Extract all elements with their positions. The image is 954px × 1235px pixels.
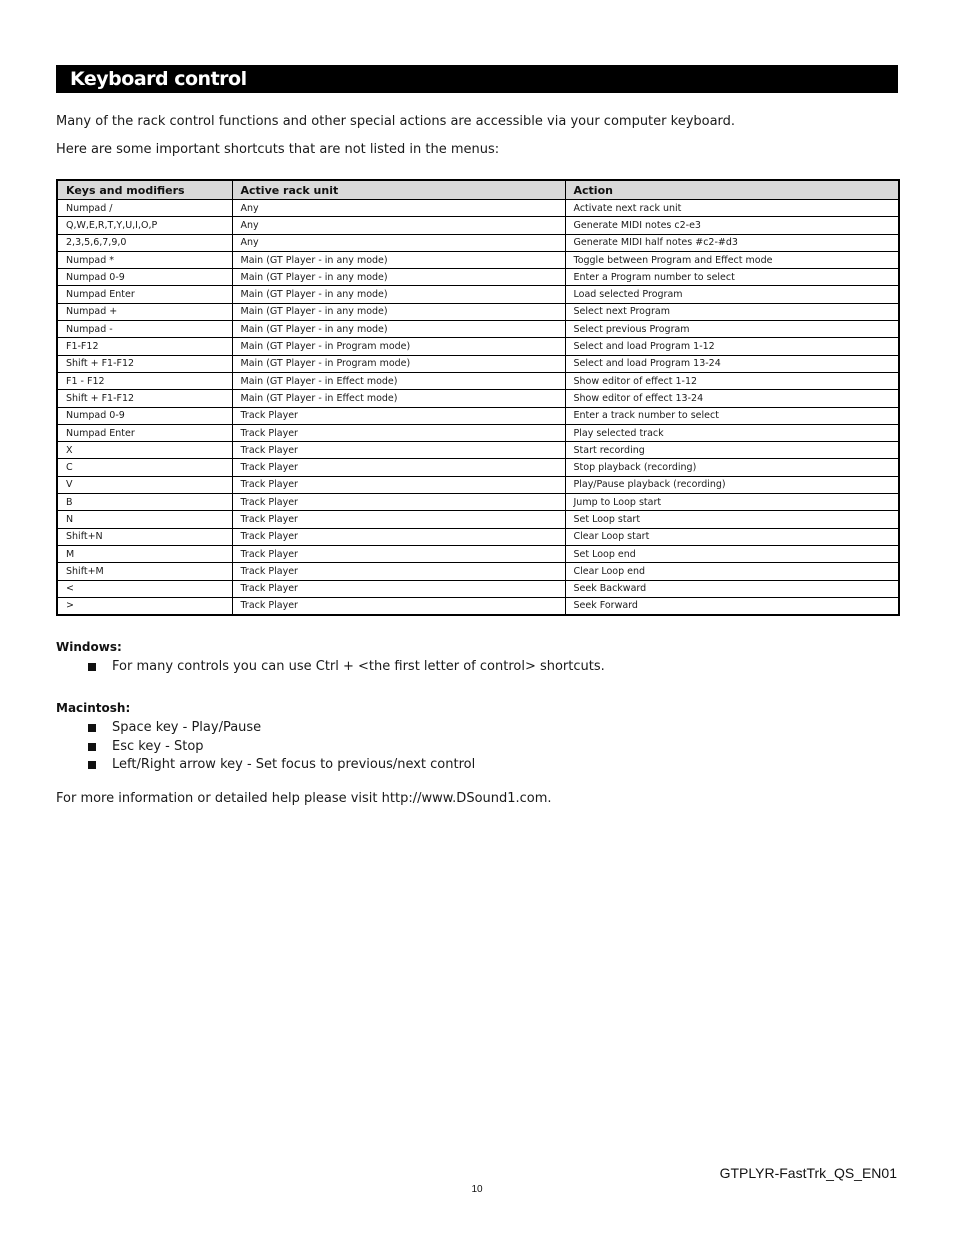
- cell-action: Jump to Loop start: [565, 494, 899, 511]
- cell-action: Enter a Program number to select: [565, 269, 899, 286]
- cell-keys: <: [57, 580, 232, 597]
- cell-action: Load selected Program: [565, 286, 899, 303]
- table-row: [57, 217, 899, 234]
- cell-rack-unit: Any: [232, 200, 565, 217]
- page-title: Keyboard control: [70, 68, 247, 90]
- cell-keys: Numpad /: [57, 200, 232, 217]
- cell-keys: Numpad Enter: [57, 286, 232, 303]
- cell-action: Play selected track: [565, 424, 899, 441]
- cell-action: Select previous Program: [565, 321, 899, 338]
- cell-action: Clear Loop start: [565, 528, 899, 545]
- windows-list: [88, 658, 605, 677]
- cell-rack-unit: Main (GT Player - in any mode): [232, 286, 565, 303]
- cell-rack-unit: Track Player: [232, 476, 565, 493]
- cell-action: Stop playback (recording): [565, 459, 899, 476]
- table-row: [57, 269, 899, 286]
- table-row: [57, 597, 899, 615]
- table-row: [57, 234, 899, 251]
- table-body: [57, 200, 899, 616]
- cell-action: Set Loop end: [565, 545, 899, 562]
- cell-action: Select and load Program 13-24: [565, 355, 899, 372]
- table-row: [57, 286, 899, 303]
- cell-keys: V: [57, 476, 232, 493]
- cell-rack-unit: Track Player: [232, 511, 565, 528]
- cell-keys: Numpad 0-9: [57, 407, 232, 424]
- cell-keys: Shift+M: [57, 563, 232, 580]
- cell-rack-unit: Track Player: [232, 459, 565, 476]
- cell-action: Clear Loop end: [565, 563, 899, 580]
- cell-action: Generate MIDI half notes #c2-#d3: [565, 234, 899, 251]
- cell-rack-unit: Track Player: [232, 528, 565, 545]
- list-item: [88, 738, 475, 757]
- cell-rack-unit: Main (GT Player - in Program mode): [232, 355, 565, 372]
- cell-action: Start recording: [565, 442, 899, 459]
- cell-action: Show editor of effect 13-24: [565, 390, 899, 407]
- cell-rack-unit: Main (GT Player - in Effect mode): [232, 390, 565, 407]
- cell-keys: F1 - F12: [57, 372, 232, 389]
- cell-rack-unit: Any: [232, 234, 565, 251]
- cell-action: Select and load Program 1-12: [565, 338, 899, 355]
- table-row: [57, 494, 899, 511]
- intro-paragraph-2: Here are some important shortcuts that are not listed in the menus:: [56, 142, 500, 157]
- cell-keys: F1-F12: [57, 338, 232, 355]
- cell-action: Seek Forward: [565, 597, 899, 615]
- cell-action: Generate MIDI notes c2-e3: [565, 217, 899, 234]
- header-rack-unit: Active rack unit: [232, 180, 565, 200]
- cell-keys: Numpad 0-9: [57, 269, 232, 286]
- header-action: Action: [565, 180, 899, 200]
- cell-rack-unit: Track Player: [232, 424, 565, 441]
- table-row: [57, 476, 899, 493]
- table-row: [57, 424, 899, 441]
- cell-action: Set Loop start: [565, 511, 899, 528]
- table-row: [57, 303, 899, 320]
- table-row: [57, 355, 899, 372]
- table-row: [57, 372, 899, 389]
- cell-keys: B: [57, 494, 232, 511]
- list-item: [88, 719, 475, 738]
- cell-keys: Numpad -: [57, 321, 232, 338]
- cell-action: Play/Pause playback (recording): [565, 476, 899, 493]
- table-row: [57, 390, 899, 407]
- table-row: [57, 407, 899, 424]
- cell-rack-unit: Track Player: [232, 494, 565, 511]
- table-row: [57, 528, 899, 545]
- windows-heading: Windows:: [56, 640, 122, 654]
- cell-rack-unit: Main (GT Player - in any mode): [232, 251, 565, 268]
- cell-keys: Shift + F1-F12: [57, 390, 232, 407]
- cell-keys: Shift+N: [57, 528, 232, 545]
- cell-rack-unit: Track Player: [232, 580, 565, 597]
- cell-keys: Numpad Enter: [57, 424, 232, 441]
- bullet-square-icon: [88, 724, 96, 732]
- cell-action: Seek Backward: [565, 580, 899, 597]
- cell-rack-unit: Track Player: [232, 442, 565, 459]
- table-row: [57, 511, 899, 528]
- cell-keys: Numpad *: [57, 251, 232, 268]
- page-number: 10: [471, 1184, 483, 1195]
- table-header-row: [57, 180, 899, 200]
- cell-keys: >: [57, 597, 232, 615]
- bullet-square-icon: [88, 743, 96, 751]
- cell-keys: M: [57, 545, 232, 562]
- cell-rack-unit: Track Player: [232, 545, 565, 562]
- table-row: [57, 459, 899, 476]
- table-row: [57, 580, 899, 597]
- shortcuts-table: [56, 179, 900, 616]
- cell-action: Activate next rack unit: [565, 200, 899, 217]
- more-info-text: For more information or detailed help please visit http://www.DSound1.com.: [56, 791, 552, 806]
- table-row: [57, 321, 899, 338]
- cell-rack-unit: Main (GT Player - in any mode): [232, 303, 565, 320]
- cell-rack-unit: Track Player: [232, 563, 565, 580]
- cell-rack-unit: Main (GT Player - in any mode): [232, 269, 565, 286]
- cell-rack-unit: Track Player: [232, 407, 565, 424]
- cell-keys: Numpad +: [57, 303, 232, 320]
- table-row: [57, 545, 899, 562]
- cell-rack-unit: Track Player: [232, 597, 565, 615]
- cell-keys: Q,W,E,R,T,Y,U,I,O,P: [57, 217, 232, 234]
- macintosh-list: [88, 719, 475, 775]
- cell-action: Toggle between Program and Effect mode: [565, 251, 899, 268]
- macintosh-heading: Macintosh:: [56, 701, 131, 715]
- cell-keys: C: [57, 459, 232, 476]
- cell-action: Show editor of effect 1-12: [565, 372, 899, 389]
- list-item-text: Space key - Play/Pause: [112, 720, 262, 735]
- title-bar: [56, 65, 898, 93]
- cell-rack-unit: Main (GT Player - in Program mode): [232, 338, 565, 355]
- cell-rack-unit: Main (GT Player - in any mode): [232, 321, 565, 338]
- table-row: [57, 251, 899, 268]
- list-item: [88, 756, 475, 775]
- list-item: [88, 658, 605, 677]
- header-keys: Keys and modifiers: [57, 180, 232, 200]
- bullet-square-icon: [88, 761, 96, 769]
- cell-keys: Shift + F1-F12: [57, 355, 232, 372]
- list-item-text: Left/Right arrow key - Set focus to previous/next control: [112, 757, 476, 772]
- table-row: [57, 338, 899, 355]
- cell-keys: N: [57, 511, 232, 528]
- document-id: GTPLYR-FastTrk_QS_EN01: [719, 1165, 897, 1181]
- table-row: [57, 442, 899, 459]
- cell-keys: X: [57, 442, 232, 459]
- cell-action: Enter a track number to select: [565, 407, 899, 424]
- intro-paragraph-1: Many of the rack control functions and other special actions are accessible via your computer keyboard.: [56, 114, 736, 129]
- table-row: [57, 200, 899, 217]
- cell-rack-unit: Main (GT Player - in Effect mode): [232, 372, 565, 389]
- cell-rack-unit: Any: [232, 217, 565, 234]
- cell-action: Select next Program: [565, 303, 899, 320]
- list-item-text: Esc key - Stop: [112, 738, 204, 754]
- list-item-text: For many controls you can use Ctrl + <the first letter of control> shortcuts.: [112, 659, 605, 674]
- table-row: [57, 563, 899, 580]
- cell-keys: 2,3,5,6,7,9,0: [57, 234, 232, 251]
- bullet-square-icon: [88, 663, 96, 671]
